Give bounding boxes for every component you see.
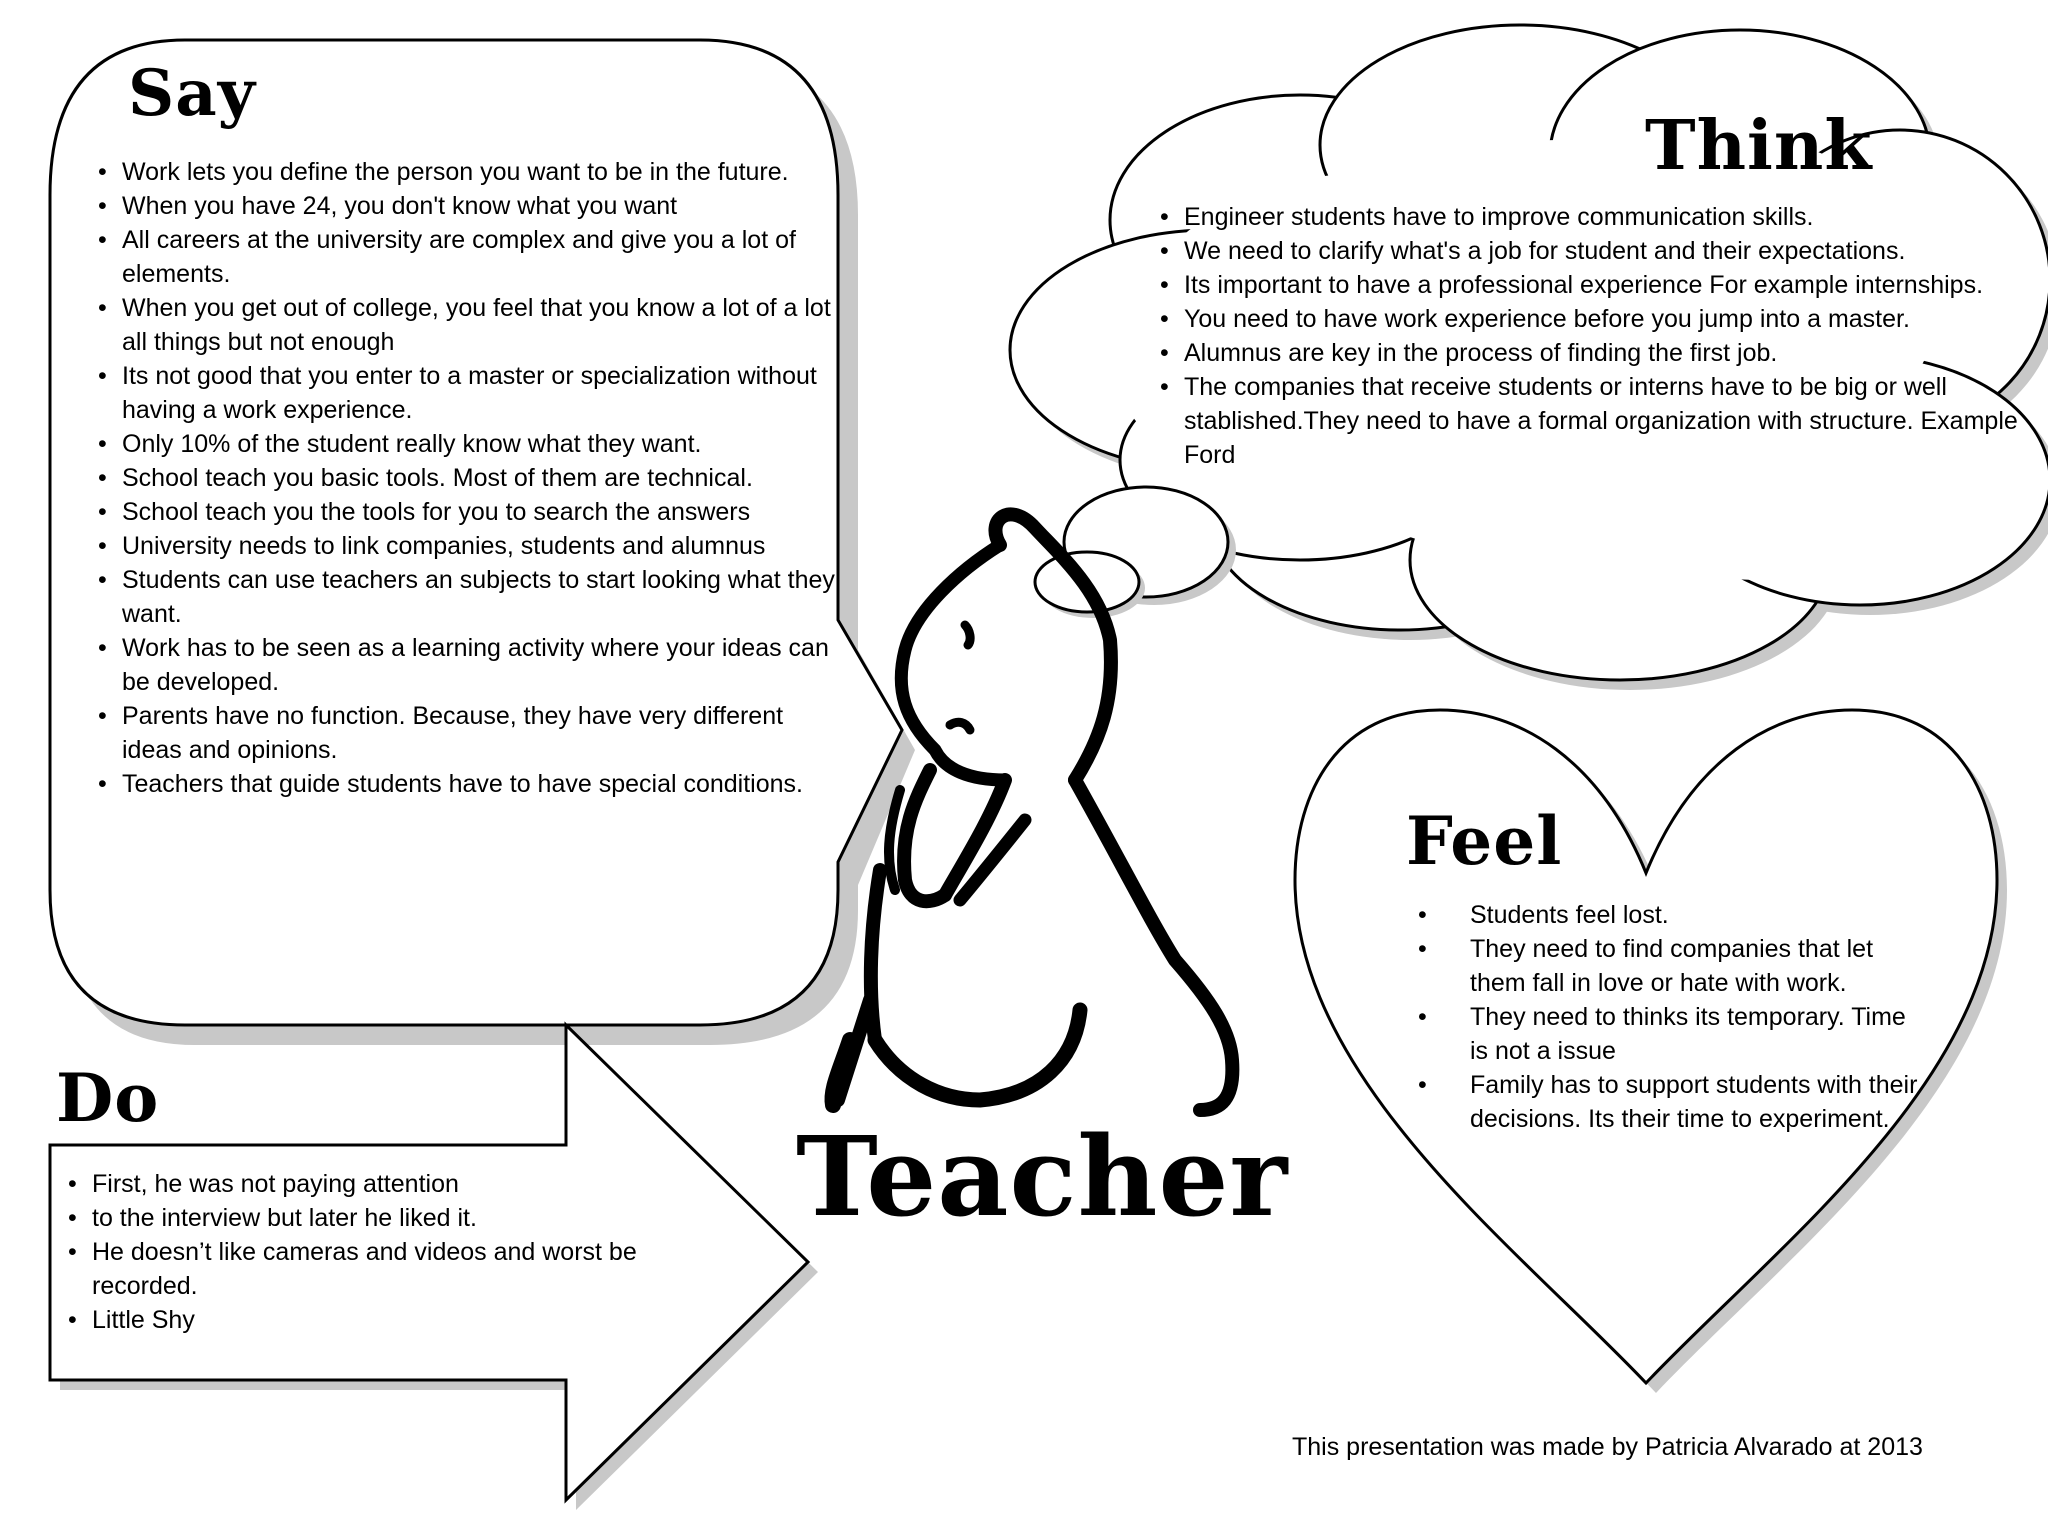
do-list-item: • to the interview but later he liked it. <box>68 1201 698 1235</box>
think-list-item: • Its important to have a professional experience For example internships. <box>1160 268 2040 302</box>
say-list-item: • Parents have no function. Because, they have very different ideas and opinions. <box>98 699 838 767</box>
do-title: Do <box>56 1059 160 1137</box>
do-list <box>68 1167 698 1337</box>
say-list-item: • Its not good that you enter to a master or specialization without having a work experience. <box>98 359 838 427</box>
say-list-item: • School teach you basic tools. Most of them are technical. <box>98 461 838 495</box>
think-list-item: • We need to clarify what's a job for student and their expectations. <box>1160 234 2040 268</box>
feel-list <box>1418 898 1918 1136</box>
feel-list-item: • They need to find companies that let them fall in love or hate with work. <box>1418 932 1918 1000</box>
thinking-person-icon <box>832 514 1232 1110</box>
think-list-item: • You need to have work experience before you jump into a master. <box>1160 302 2040 336</box>
think-list-item: • Alumnus are key in the process of finding the first job. <box>1160 336 2040 370</box>
say-list-item: • Students can use teachers an subjects to start looking what they want. <box>98 563 838 631</box>
persona-label: Teacher <box>796 1112 1289 1241</box>
think-list-item: • The companies that receive students or interns have to be big or well stablished.They need to have a formal organization with structure. Example Ford <box>1160 370 2040 472</box>
say-list-item: • Only 10% of the student really know what they want. <box>98 427 838 461</box>
feel-list-item: • Family has to support students with their decisions. Its their time to experiment. <box>1418 1068 1918 1136</box>
do-list-item: • He doesn’t like cameras and videos and worst be recorded. <box>68 1235 698 1303</box>
say-list-item: • Work lets you define the person you want to be in the future. <box>98 155 838 189</box>
say-list-item: • University needs to link companies, students and alumnus <box>98 529 838 563</box>
say-list-item: • Teachers that guide students have to have special conditions. <box>98 767 838 801</box>
feel-list-item: • Students feel lost. <box>1418 898 1918 932</box>
say-list-item: • When you have 24, you don't know what you want <box>98 189 838 223</box>
say-list-item: • Work has to be seen as a learning activity where your ideas can be developed. <box>98 631 838 699</box>
say-list-item: • When you get out of college, you feel that you know a lot of a lot all things but not enough <box>98 291 838 359</box>
think-list-item: • Engineer students have to improve communication skills. <box>1160 200 2040 234</box>
say-title: Say <box>128 56 256 131</box>
say-list-item: • School teach you the tools for you to search the answers <box>98 495 838 529</box>
feel-list-item: • They need to thinks its temporary. Time is not a issue <box>1418 1000 1918 1068</box>
do-list-item: • First, he was not paying attention <box>68 1167 698 1201</box>
think-title: Think <box>1645 106 1873 186</box>
credit-text: This presentation was made by Patricia Alvarado at 2013 <box>1292 1433 1923 1461</box>
do-list-item: • Little Shy <box>68 1303 698 1337</box>
say-list <box>98 155 838 801</box>
feel-title: Feel <box>1406 802 1563 880</box>
say-list-item: • All careers at the university are complex and give you a lot of elements. <box>98 223 838 291</box>
think-list <box>1160 200 2040 472</box>
